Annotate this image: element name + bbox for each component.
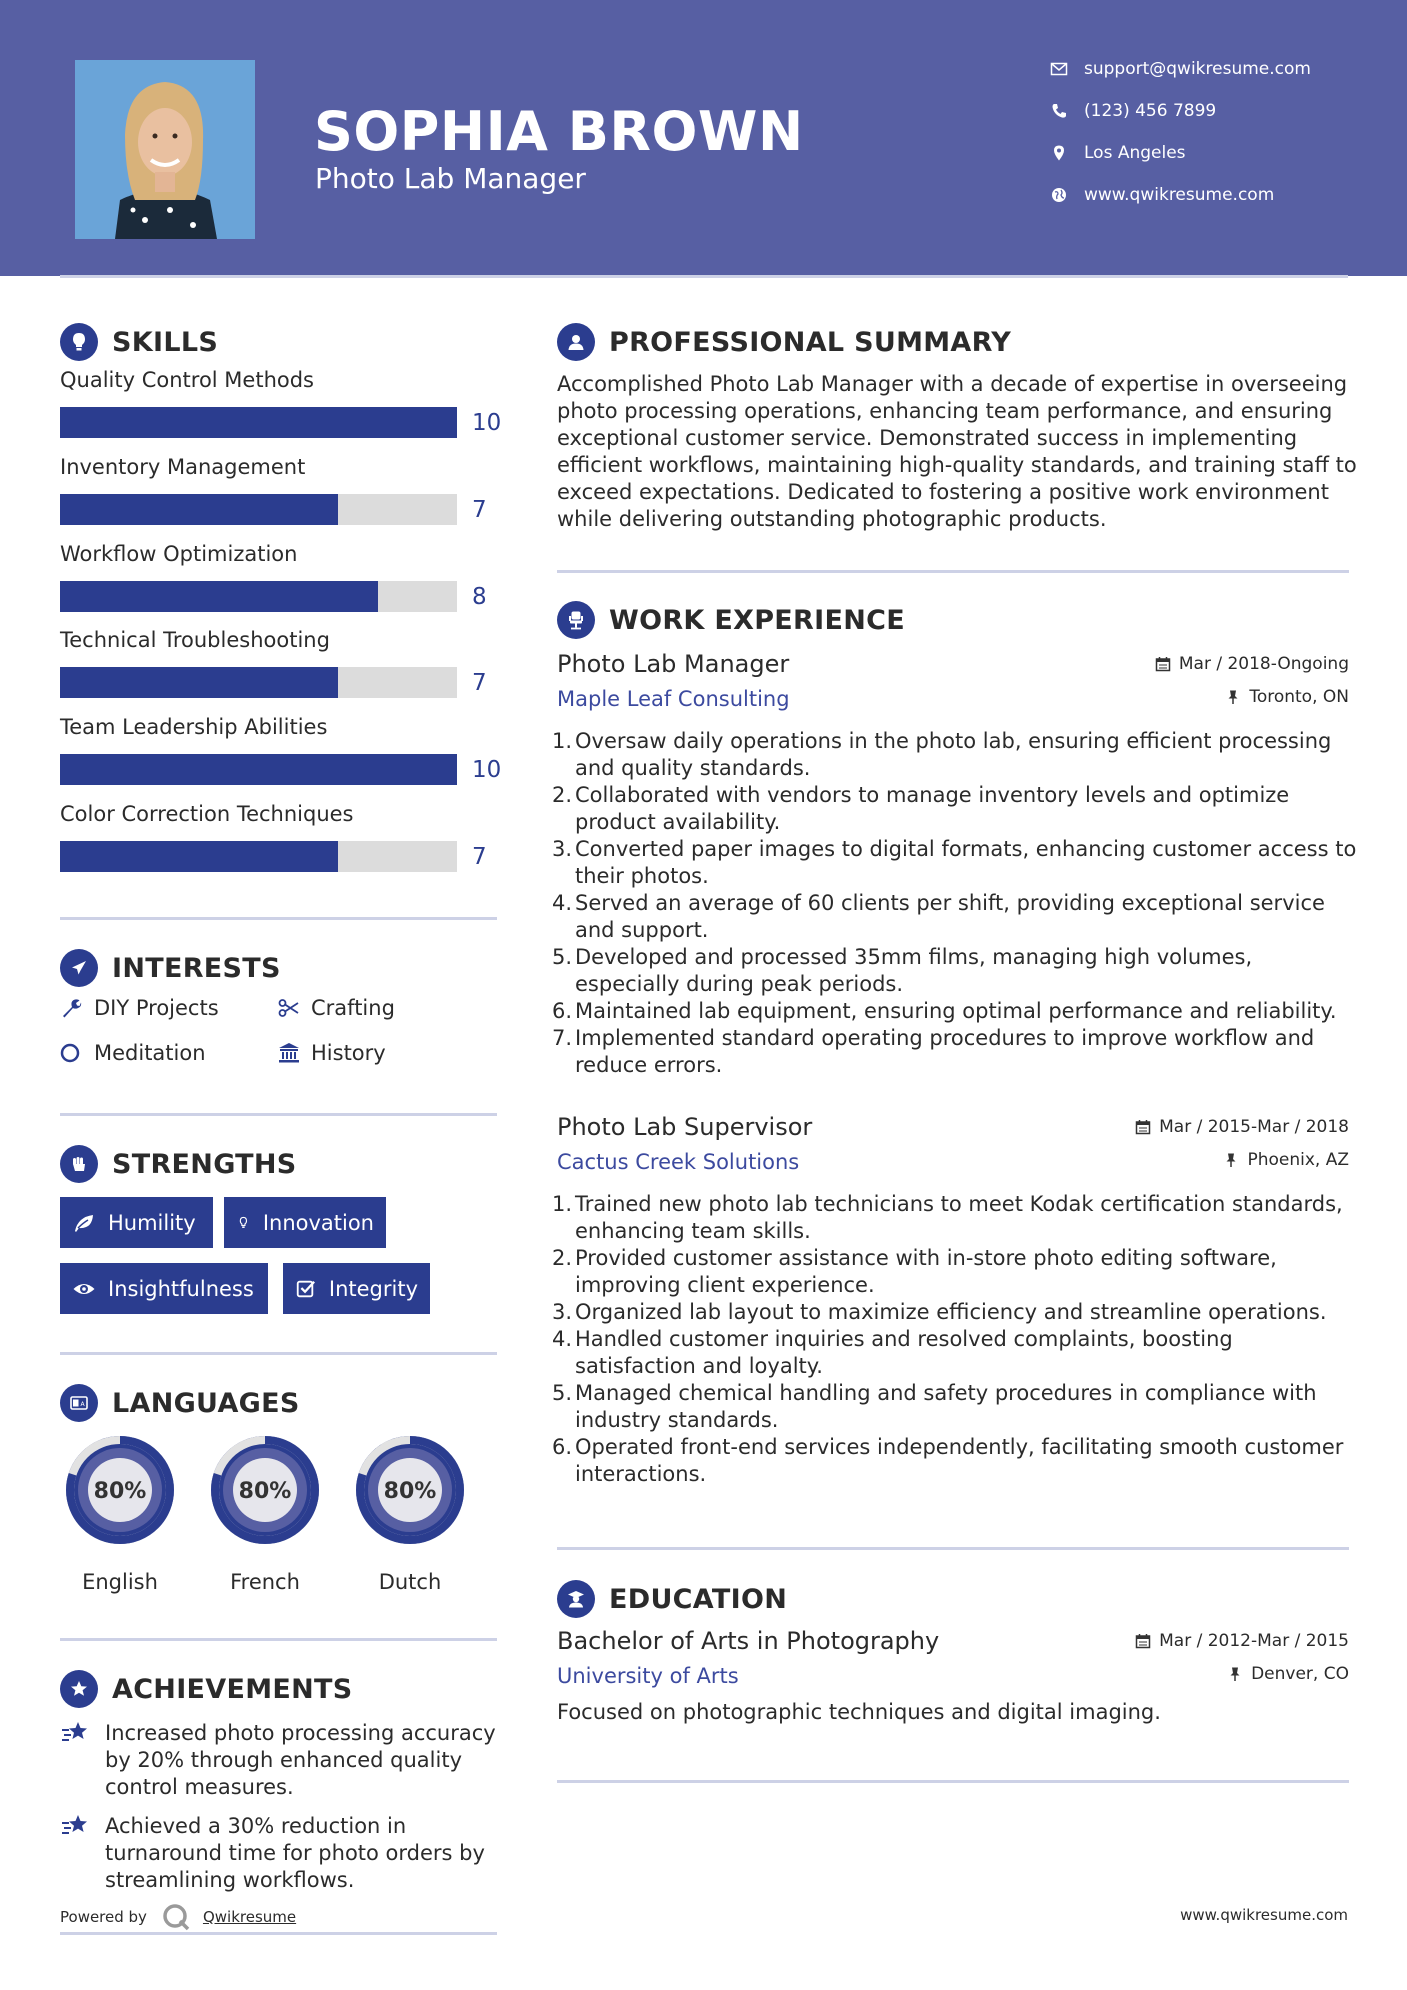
skill-name: Quality Control Methods (60, 368, 314, 392)
skill-bar-fill (60, 841, 338, 872)
summary-heading: PROFESSIONAL SUMMARY (557, 323, 1011, 361)
language-icon (60, 1384, 98, 1422)
skill-name: Workflow Optimization (60, 542, 298, 566)
circle-icon (60, 1041, 84, 1065)
paper-plane-icon (60, 949, 98, 987)
shooting-star-icon (60, 1720, 90, 1748)
achievements-heading: ACHIEVEMENTS (60, 1670, 353, 1708)
achievement-item: Achieved a 30% reduction in turnaround time for photo orders by streamlining workflows. (60, 1813, 500, 1899)
language-item (60, 1430, 180, 1600)
achievement-item: Increased photo processing accuracy by 20% through enhanced quality control measures. (60, 1720, 500, 1806)
scissors-icon (277, 996, 301, 1020)
duty-item: Developed and processed 35mm films, managing high volumes, especially during peak periods. (575, 945, 1253, 996)
skills-divider (60, 917, 497, 920)
footer-divider (60, 1932, 497, 1935)
language-percent: 80% (238, 1479, 292, 1504)
duty-item: Implemented standard operating procedures to improve workflow and reduce errors. (575, 1026, 1315, 1077)
experience-heading: WORK EXPERIENCE (557, 601, 905, 639)
resume-header (0, 0, 1407, 276)
duty-item: Trained new photo lab technicians to meet Kodak certification standards, enhancing team skills. (575, 1192, 1343, 1243)
education-entry-header (557, 1627, 1349, 1697)
duty-item: Provided customer assistance with in-store photo editing software, improving client experience. (575, 1246, 1277, 1297)
skill-bar-fill (60, 754, 457, 785)
skill-bar-track (60, 841, 457, 872)
interest-item: DIY Projects (60, 996, 219, 1020)
language-name: Dutch (378, 1570, 442, 1594)
skill-bar-fill (60, 581, 378, 612)
skills-heading: SKILLS (60, 323, 218, 361)
language-name: French (230, 1570, 300, 1594)
languages-heading: A LANGUAGES (60, 1384, 300, 1422)
calendar-icon (1135, 1633, 1151, 1649)
skill-score: 7 (472, 670, 487, 696)
globe-icon (1050, 186, 1068, 204)
language-percent: 80% (93, 1479, 147, 1504)
user-icon (557, 323, 595, 361)
candidate-name: SOPHIA BROWN (314, 100, 804, 163)
job-location: Toronto, ON (1225, 687, 1349, 707)
education-heading: EDUCATION (557, 1580, 787, 1618)
skill-score: 7 (472, 844, 487, 870)
strength-badge: Innovation (224, 1197, 386, 1248)
pushpin-icon (1227, 1666, 1243, 1682)
duty-item: Managed chemical handling and safety procedures in compliance with industry standards. (575, 1381, 1317, 1432)
graduate-icon (557, 1580, 595, 1618)
lightbulb-icon (60, 323, 98, 361)
lightbulb-icon (236, 1211, 251, 1235)
strength-badge: Humility (60, 1197, 213, 1248)
school: University of Arts (557, 1664, 739, 1688)
education-description: Focused on photographic techniques and digital imaging. (557, 1700, 1161, 1724)
summary-text: Accomplished Photo Lab Manager with a decade of expertise in overseeing photo processing operations, enhancing team performance, and ensuring exceptional customer service. Demonstrated success in implementing efficient workflows, maintaining high-quality standards, and training staff to exceed expectations. Dedicated to fostering a positive work environment while delivering outstanding photographic products. (557, 372, 1357, 531)
strengths-divider (60, 1352, 497, 1355)
duty-item: Maintained lab equipment, ensuring optimal performance and reliability. (575, 999, 1337, 1023)
contact-location: Los Angeles (1050, 141, 1186, 165)
language-ring (350, 1430, 470, 1550)
skill-name: Color Correction Techniques (60, 802, 354, 826)
skill-bar-fill (60, 494, 338, 525)
job-duties (557, 728, 1357, 1079)
job-location: Phoenix, AZ (1223, 1150, 1349, 1170)
skill-item (60, 368, 500, 443)
pushpin-icon (1225, 689, 1241, 705)
languages-divider (60, 1638, 497, 1641)
skill-score: 8 (472, 584, 487, 610)
job-entry-header (557, 650, 1349, 720)
language-percent: 80% (383, 1479, 437, 1504)
footer-url[interactable]: www.qwikresume.com (1180, 1906, 1348, 1924)
skill-item (60, 455, 500, 530)
skill-item (60, 802, 500, 877)
skill-bar-fill (60, 667, 338, 698)
skill-item (60, 542, 500, 617)
job-entry-header (557, 1113, 1349, 1183)
skill-item (60, 628, 500, 703)
language-ring (60, 1430, 180, 1550)
skill-score: 10 (472, 757, 502, 783)
institution-icon (277, 1041, 301, 1065)
job-date: Mar / 2018-Ongoing (1155, 654, 1349, 674)
language-ring (205, 1430, 325, 1550)
qwikresume-link[interactable]: Qwikresume (202, 1908, 297, 1926)
contact-phone[interactable]: (123) 456 7899 (1050, 99, 1216, 123)
job-role: Photo Lab Supervisor (557, 1113, 813, 1141)
duty-item: Collaborated with vendors to manage inventory levels and optimize product availability. (575, 783, 1290, 834)
header-divider (60, 275, 1348, 278)
language-item (205, 1430, 325, 1600)
interest-item: Crafting (277, 996, 395, 1020)
skill-bar-track (60, 494, 457, 525)
phone-icon (1050, 102, 1068, 120)
job-role: Photo Lab Manager (557, 650, 790, 678)
experience-divider (557, 1547, 1349, 1550)
svg-text:A: A (80, 1401, 85, 1408)
calendar-icon (1155, 656, 1171, 672)
powered-by: Powered by Qwikresume (60, 1903, 296, 1931)
duty-item: Operated front-end services independently, facilitating smooth customer interactions. (575, 1435, 1344, 1486)
degree: Bachelor of Arts in Photography (557, 1627, 940, 1655)
skill-bar-fill (60, 407, 457, 438)
contact-website[interactable]: www.qwikresume.com (1050, 183, 1274, 207)
education-divider (557, 1780, 1349, 1783)
skill-bar-track (60, 754, 457, 785)
duty-item: Converted paper images to digital formats, enhancing customer access to their photos. (575, 837, 1357, 888)
skill-score: 7 (472, 497, 487, 523)
job-duties (557, 1191, 1357, 1488)
calendar-icon (1135, 1119, 1151, 1135)
contact-email[interactable]: support@qwikresume.com (1050, 57, 1311, 81)
leaf-icon (72, 1211, 96, 1235)
candidate-title: Photo Lab Manager (315, 162, 586, 195)
profile-photo (75, 60, 255, 239)
job-date: Mar / 2015-Mar / 2018 (1135, 1117, 1349, 1137)
eye-icon (72, 1277, 96, 1301)
wrench-icon (60, 996, 84, 1020)
education-location: Denver, CO (1227, 1664, 1349, 1684)
check-square-icon (295, 1277, 317, 1301)
envelope-icon (1050, 60, 1068, 78)
pushpin-icon (1223, 1152, 1239, 1168)
office-chair-icon (557, 601, 595, 639)
language-item (350, 1430, 470, 1600)
skill-bar-track (60, 407, 457, 438)
skill-bar-track (60, 581, 457, 612)
skill-score: 10 (472, 410, 502, 436)
duty-item: Handled customer inquiries and resolved complaints, boosting satisfaction and loyalty. (575, 1327, 1233, 1378)
interests-divider (60, 1113, 497, 1116)
duty-item: Served an average of 60 clients per shift, providing exceptional service and support. (575, 891, 1325, 942)
skill-name: Inventory Management (60, 455, 306, 479)
interests-heading: INTERESTS (60, 949, 281, 987)
skill-name: Team Leadership Abilities (60, 715, 328, 739)
star-badge-icon (60, 1670, 98, 1708)
shooting-star-icon (60, 1813, 90, 1841)
map-marker-icon (1050, 144, 1068, 162)
strength-badge: Integrity (283, 1263, 430, 1314)
duty-item: Organized lab layout to maximize efficiency and streamline operations. (575, 1300, 1327, 1324)
duty-item: Oversaw daily operations in the photo lab, ensuring efficient processing and quality standards. (575, 729, 1332, 780)
skill-name: Technical Troubleshooting (60, 628, 330, 652)
job-company: Maple Leaf Consulting (557, 687, 790, 711)
interest-item: Meditation (60, 1041, 206, 1065)
language-name: English (82, 1570, 158, 1594)
strength-badge: Insightfulness (60, 1263, 268, 1314)
summary-divider (557, 570, 1349, 573)
education-date: Mar / 2012-Mar / 2015 (1135, 1631, 1349, 1651)
fist-icon (60, 1145, 98, 1183)
qwikresume-logo-icon (161, 1903, 193, 1931)
skill-item (60, 715, 500, 790)
skill-bar-track (60, 667, 457, 698)
interest-item: History (277, 1041, 386, 1065)
strengths-heading: STRENGTHS (60, 1145, 297, 1183)
job-company: Cactus Creek Solutions (557, 1150, 800, 1174)
